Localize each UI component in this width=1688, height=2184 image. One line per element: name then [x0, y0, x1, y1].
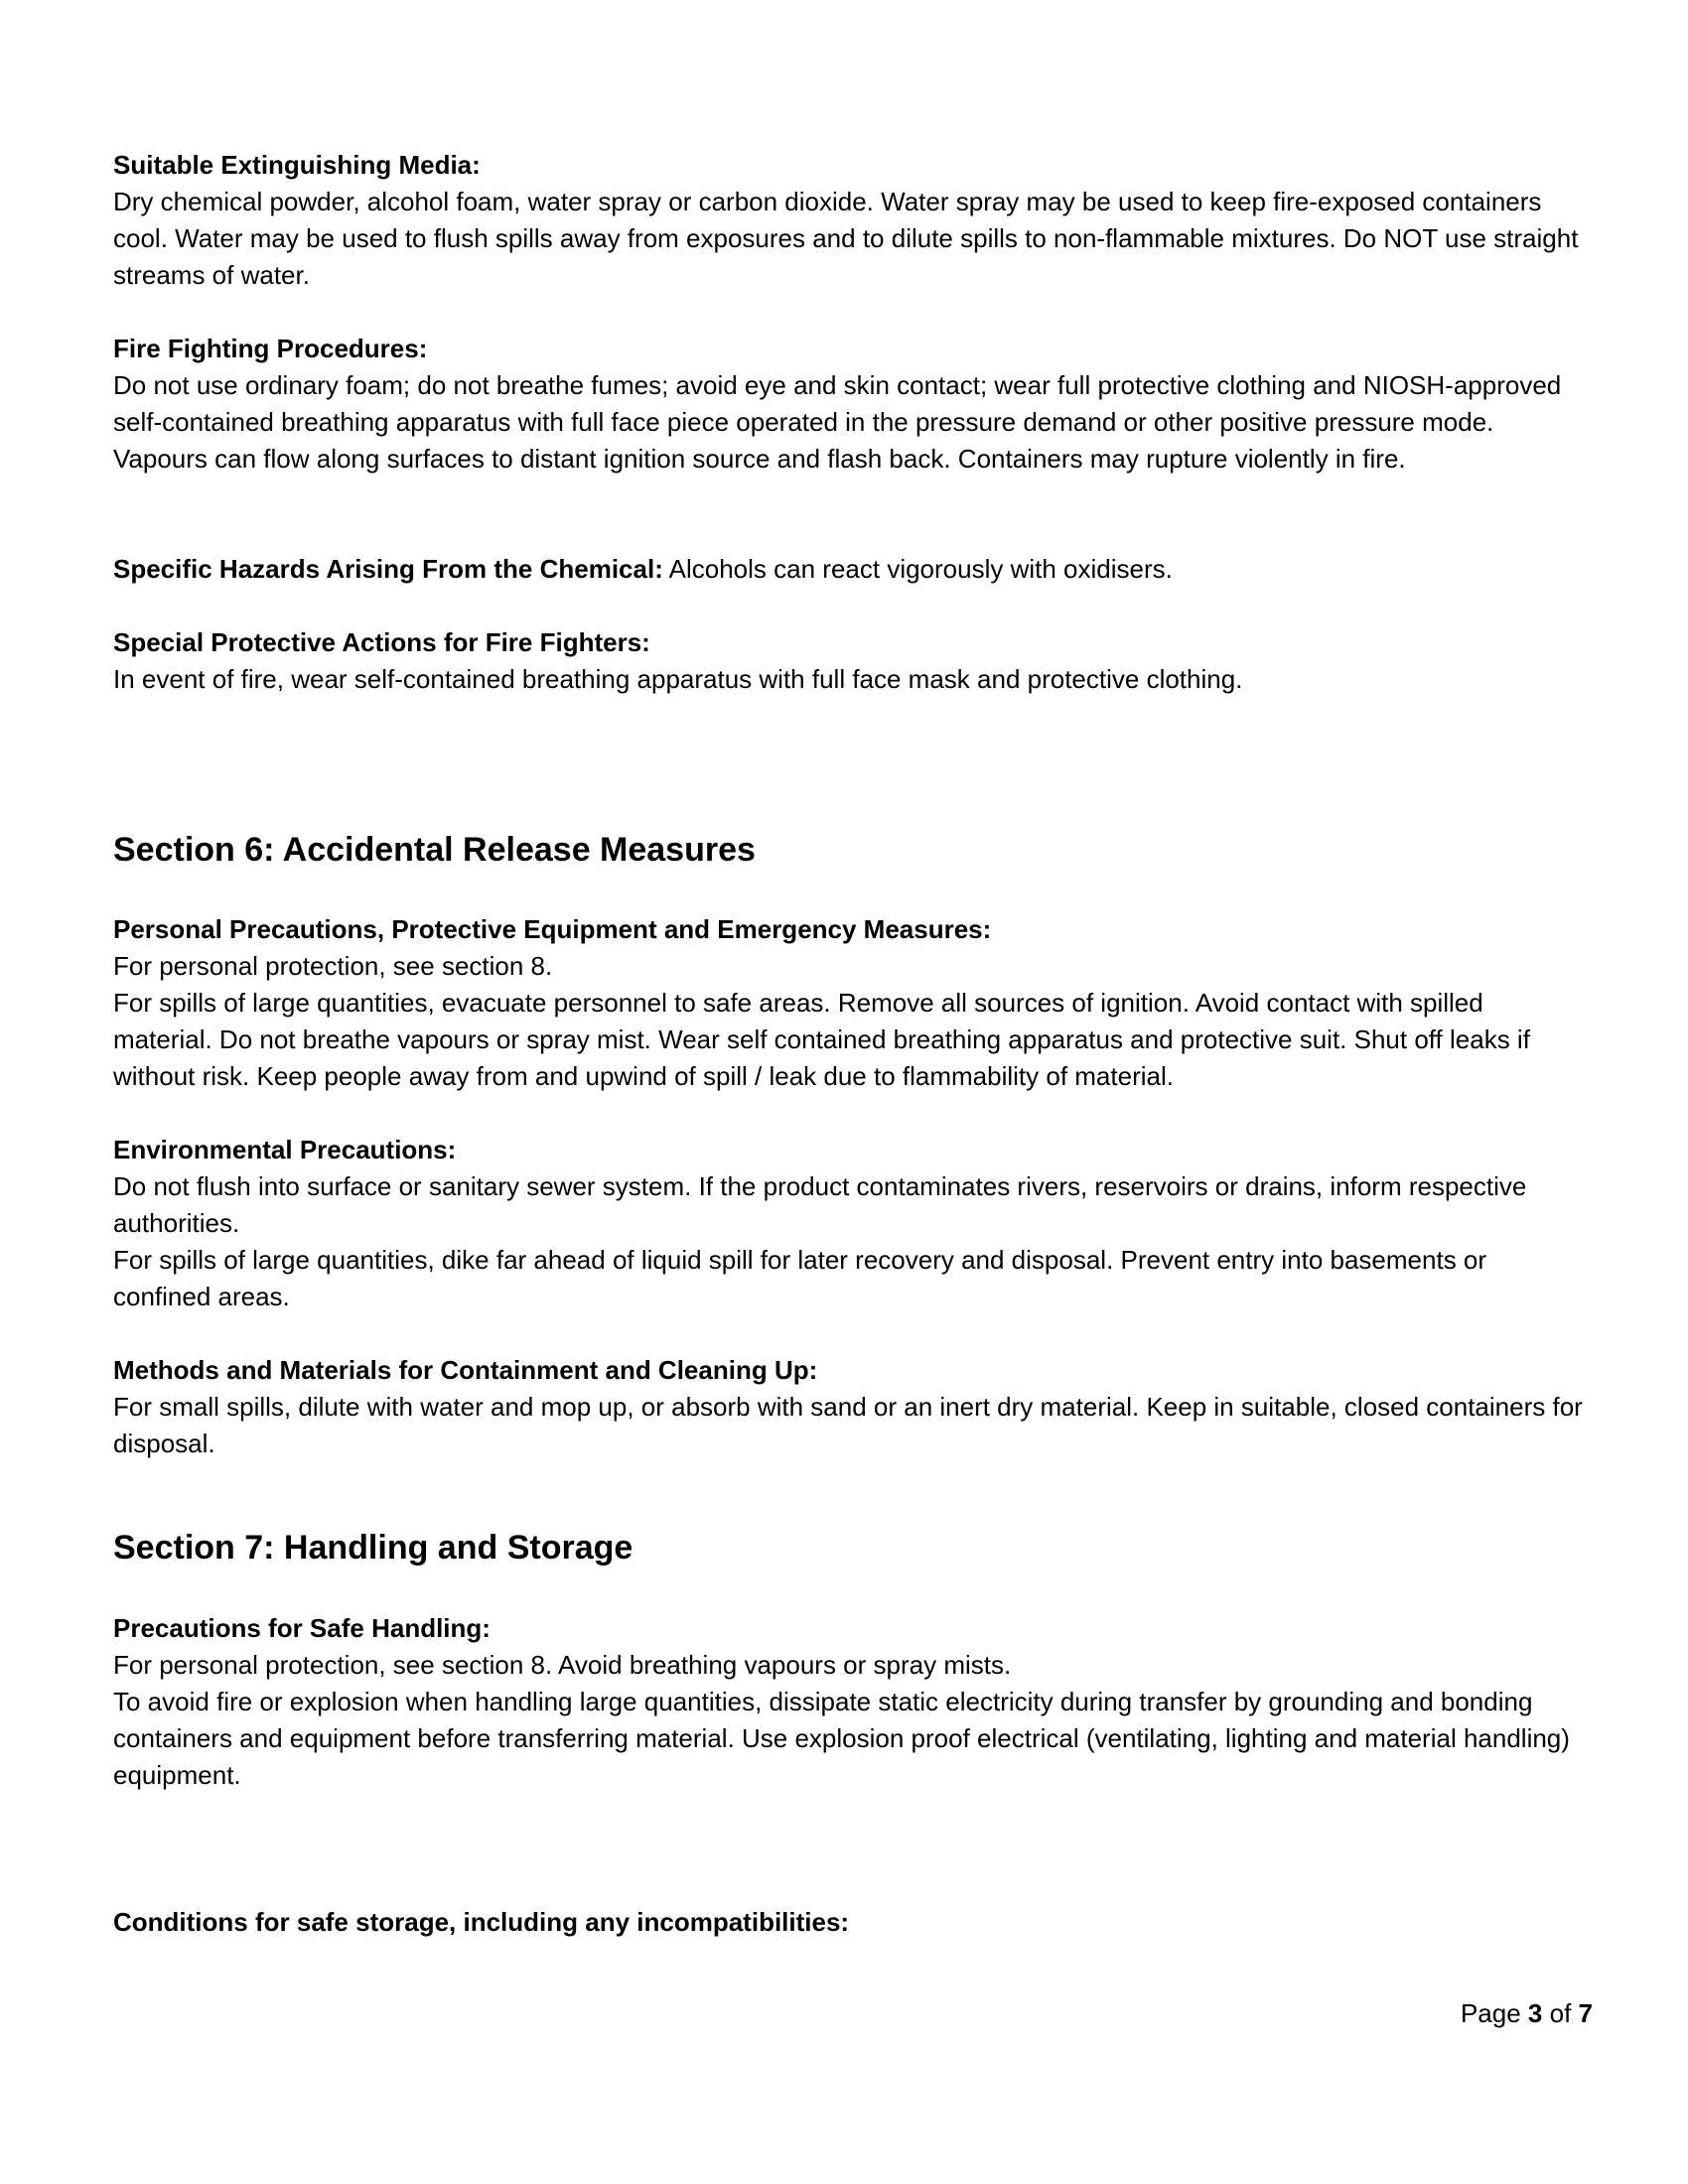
environmental-precautions-block — [113, 1132, 1583, 1315]
containment-block — [113, 1352, 1583, 1462]
page-word: Page — [1460, 1998, 1528, 2028]
protective-actions-block — [113, 624, 1583, 698]
specific-hazards-block — [113, 551, 1583, 588]
extinguishing-media-label: Suitable Extinguishing Media: — [113, 150, 481, 180]
safe-handling-text-2: To avoid fire or explosion when handling large quantities, dissipate static electricity during transfer by grounding and bonding containers and equipment before transferring material. Use explosion proof electrical (ventilating, lighting and material handling) equipment. — [113, 1687, 1570, 1790]
safe-storage-block — [113, 1904, 1583, 1941]
protective-actions-label: Special Protective Actions for Fire Fighters: — [113, 627, 650, 657]
personal-precautions-text-1: For personal protection, see section 8. — [113, 951, 553, 981]
containment-text: For small spills, dilute with water and mop up, or absorb with sand or an inert dry material. Keep in suitable, closed containers for disposal. — [113, 1392, 1583, 1458]
environmental-precautions-text-1: Do not flush into surface or sanitary sewer system. If the product contaminates rivers, reservoirs or drains, inform respective authorities. — [113, 1171, 1527, 1238]
of-word: of — [1542, 1998, 1579, 2028]
extinguishing-media-text: Dry chemical powder, alcohol foam, water spray or carbon dioxide. Water spray may be used to keep fire-exposed containers cool. Water may be used to flush spills away from exposures and to dilute spills to non-flammable mixtures. Do NOT use straight streams of water. — [113, 187, 1579, 290]
specific-hazards-label: Specific Hazards Arising From the Chemical: — [113, 554, 663, 584]
page-number — [1461, 1995, 1593, 2032]
extinguishing-media-block — [113, 147, 1583, 294]
environmental-precautions-text-2: For spills of large quantities, dike far ahead of liquid spill for later recovery and disposal. Prevent entry into basements or confined areas. — [113, 1245, 1487, 1311]
fire-fighting-procedures-label: Fire Fighting Procedures: — [113, 334, 428, 363]
section-7-heading: Section 7: Handling and Storage — [113, 1529, 633, 1567]
containment-label: Methods and Materials for Containment and Cleaning Up: — [113, 1355, 818, 1385]
environmental-precautions-label: Environmental Precautions: — [113, 1135, 457, 1164]
personal-precautions-label: Personal Precautions, Protective Equipment and Emergency Measures: — [113, 914, 992, 944]
fire-fighting-procedures-block — [113, 331, 1583, 478]
specific-hazards-text: Alcohols can react vigorously with oxidisers. — [662, 554, 1173, 584]
personal-precautions-text-2: For spills of large quantities, evacuate personnel to safe areas. Remove all sources of ignition. Avoid contact with spilled material. Do not breathe vapours or spray mist. Wear self contained breathing apparatus and protective suit. Shut off leaks if without risk. Keep people away from and upwind of spill / leak due to flammability of material. — [113, 988, 1530, 1091]
safe-handling-label: Precautions for Safe Handling: — [113, 1613, 491, 1643]
personal-precautions-block — [113, 911, 1583, 1095]
safe-handling-text-1: For personal protection, see section 8. Avoid breathing vapours or spray mists. — [113, 1650, 1012, 1680]
section-6-heading: Section 6: Accidental Release Measures — [113, 831, 756, 869]
fire-fighting-procedures-text: Do not use ordinary foam; do not breathe fumes; avoid eye and skin contact; wear full protective clothing and NIOSH-approved self-contained breathing apparatus with full face piece operated in the pressure demand or other positive pressure mode. Vapours can flow along surfaces to distant ignition source and flash back. Containers may rupture violently in fire. — [113, 370, 1562, 474]
protective-actions-text: In event of fire, wear self-contained breathing apparatus with full face mask and protective clothing. — [113, 664, 1243, 694]
current-page: 3 — [1527, 1998, 1543, 2028]
total-pages: 7 — [1578, 1998, 1593, 2028]
safe-storage-label: Conditions for safe storage, including any incompatibilities: — [113, 1907, 850, 1937]
safe-handling-block — [113, 1610, 1583, 1794]
